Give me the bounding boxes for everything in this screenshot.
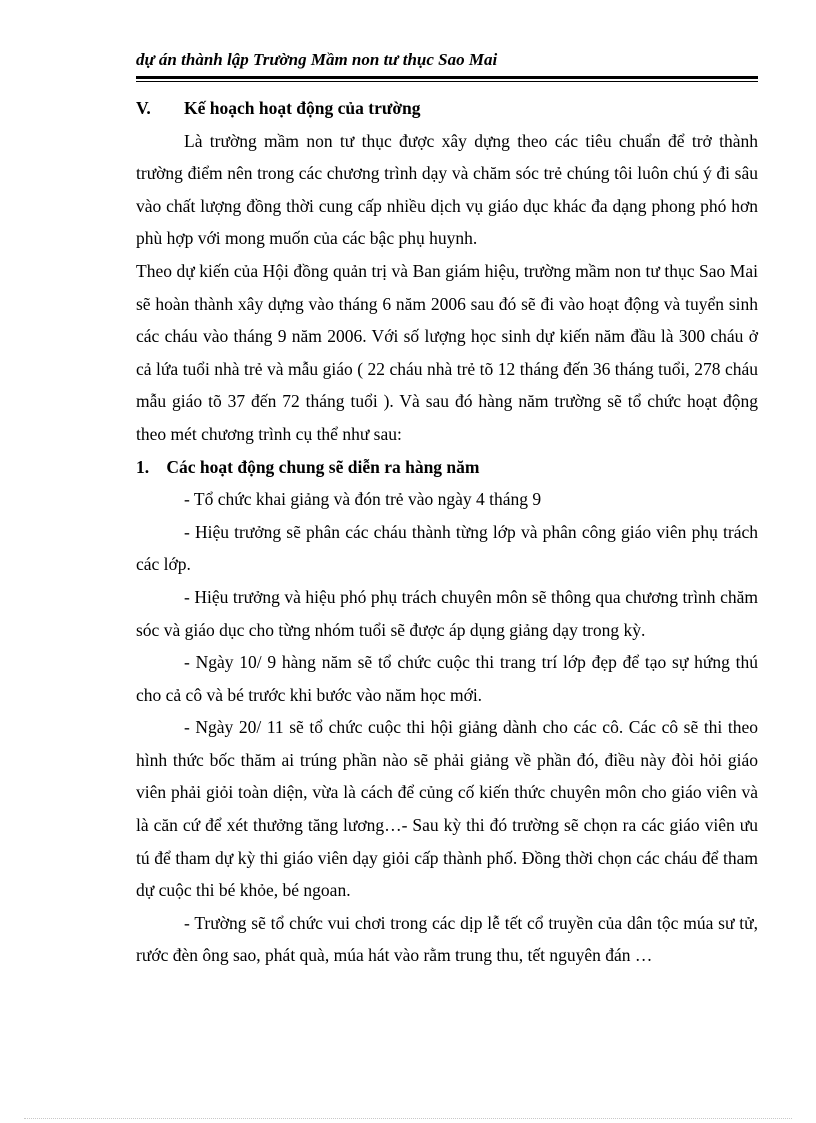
list-item: - Tổ chức khai giảng và đón trẻ vào ngày 4 tháng 9 (184, 489, 542, 510)
header-rule-thin (136, 81, 758, 82)
paragraph-intro: Là trường mầm non tư thục được xây dựng theo các tiêu chuẩn để trở thành trường điểm nên trong các chương trình dạy và chăm sóc trẻ chúng tôi luôn chú ý đi sâu vào chất lượng đồng thời cung cấp nhiều dịch vụ giáo dục khác đa dạng phong phó hơn phù hợp với mong muốn của các bậc phụ huynh. (136, 130, 758, 249)
page-bottom-border (24, 1118, 792, 1119)
page-header-title: dự án thành lập Trường Mầm non tư thục Sao Mai (136, 50, 498, 69)
list-item: - Hiệu trưởng và hiệu phó phụ trách chuyên môn sẽ thông qua chương trình chăm sóc và giáo dục cho từng nhóm tuổi sẽ được áp dụng giảng dạy trong kỳ. (136, 586, 758, 640)
subsection-heading (136, 451, 758, 484)
list-item: - Trường sẽ tổ chức vui chơi trong các dịp lễ tết cổ truyền của dân tộc múa sư tử, rước đèn ông sao, phát quà, múa hát vào rằm trung thu, tết nguyên đán … (136, 912, 758, 966)
section-number: V. (136, 98, 151, 118)
section-title: Kế hoạch hoạt động của trường (184, 98, 421, 118)
list-item: - Ngày 20/ 11 sẽ tổ chức cuộc thi hội giảng dành cho các cô. Các cô sẽ thi theo hình thức bốc thăm ai trúng phần nào sẽ phải giảng về phần đó, điều này đòi hỏi giáo viên phải giỏi toàn diện, vừa là cách để củng cố kiến thức chuyên môn cho giáo viên và là căn cứ để xét thưởng tăng lương…- Sau kỳ thi đó trường sẽ chọn ra các giáo viên ưu tú để tham dự kỳ thi giáo viên dạy giỏi cấp thành phố. Đồng thời chọn các cháu để tham dự cuộc thi bé khỏe, bé ngoan. (136, 717, 758, 901)
list-item: - Hiệu trưởng sẽ phân các cháu thành từng lớp và phân công giáo viên phụ trách các lớp. (136, 521, 758, 575)
list-item: - Ngày 10/ 9 hàng năm sẽ tổ chức cuộc thi trang trí lớp đẹp để tạo sự hứng thú cho cả cô và bé trước khi bước vào năm học mới. (136, 652, 758, 705)
section-heading (136, 92, 758, 125)
header-rule-thick (136, 76, 758, 79)
subsection-title: Các hoạt động chung sẽ diễn ra hàng năm (166, 456, 480, 477)
document-body (136, 92, 758, 972)
subsection-number: 1. (136, 456, 150, 477)
paragraph-plan: Theo dự kiến của Hội đồng quản trị và Ban giám hiệu, trường mầm non tư thục Sao Mai sẽ hoàn thành xây dựng vào tháng 6 năm 2006 sau đó sẽ đi vào hoạt động và tuyển sinh các cháu vào tháng 9 năm 2006. Với số lượng học sinh dự kiến năm đầu là 300 cháu ở cả lứa tuổi nhà trẻ và mẫu giáo ( 22 cháu nhà trẻ tõ 12 tháng đến 36 tháng tuổi, 278 cháu mẫu giáo tõ 37 đến 72 tháng tuổi ). Và sau đó hàng năm trường sẽ tổ chức hoạt động theo mét chương trình cụ thể như sau: (136, 260, 758, 444)
